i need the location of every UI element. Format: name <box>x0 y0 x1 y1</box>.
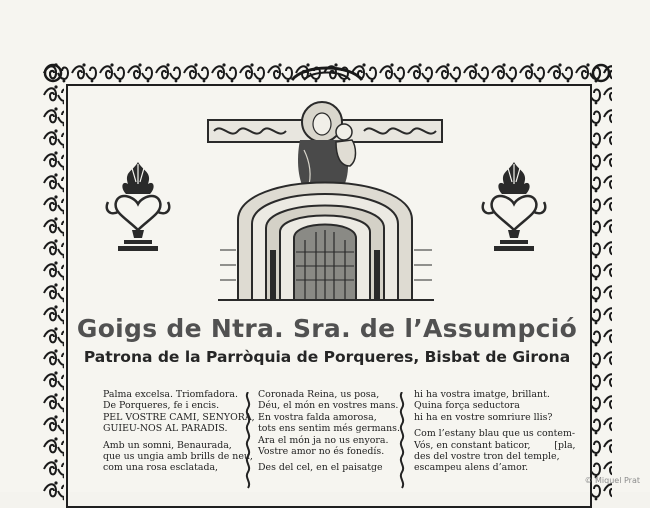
verse-line: PEL VOSTRE CAMI, SENYORA, <box>103 411 255 423</box>
verse-line: De Porqueres, fe i encis. <box>103 400 220 412</box>
verse-line: Déu, el món en vostres mans. <box>258 400 399 412</box>
verse-column-1 <box>103 389 255 474</box>
verse-line: tots ens sentim més germans. <box>258 423 400 435</box>
verse-line: hi ha vostra imatge, brillant. <box>414 389 550 400</box>
verse-line: GUIEU-NOS AL PARADIS. <box>103 423 228 435</box>
verse-line: escampeu alens d’amor. <box>414 462 529 474</box>
verse-line: com una rosa esclatada, <box>103 462 219 474</box>
verse-line: Quina força seductora <box>414 400 520 412</box>
verse-line: Amb un somni, Benaurada, <box>103 439 232 451</box>
column-divider-ornament-icon <box>244 392 252 492</box>
column-divider-ornament-icon <box>398 392 406 492</box>
verse-line: hi ha en vostre somriure llis? <box>414 411 553 423</box>
verse-column-2 <box>258 389 398 474</box>
verse-line: Vostre amor no és fonedís. <box>258 446 385 458</box>
verse-column-3 <box>414 389 576 474</box>
verse-line: des del vostre tron del temple, <box>414 451 560 463</box>
verse-line: Ara el món ja no us enyora. <box>258 434 389 446</box>
verse-line: que us ungia amb brills de neu, <box>103 451 253 463</box>
madonna-portal-illustration <box>200 100 450 305</box>
verse-line: Coronada Reina, us posa, <box>258 389 380 400</box>
image-credit: © Miquel Prat <box>584 476 640 485</box>
verse-line: Palma excelsa. Triomfadora. <box>103 389 238 400</box>
verse-line: Des del cel, en el paisatge <box>258 462 383 474</box>
verse-line: Com l’estany blau que us contem- <box>414 428 576 440</box>
flaming-heart-urn-left-icon <box>102 158 174 258</box>
verse-line: En vostra falda amorosa, <box>258 411 377 423</box>
verse-line: Vós, en constant baticor, [pla, <box>414 439 576 451</box>
document-subtitle: Patrona de la Parròquia de Porqueres, Bisbat de Girona <box>83 348 571 366</box>
document-title: Goigs de Ntra. Sra. de l’Assumpció <box>76 314 578 343</box>
flaming-heart-urn-right-icon <box>478 158 550 258</box>
